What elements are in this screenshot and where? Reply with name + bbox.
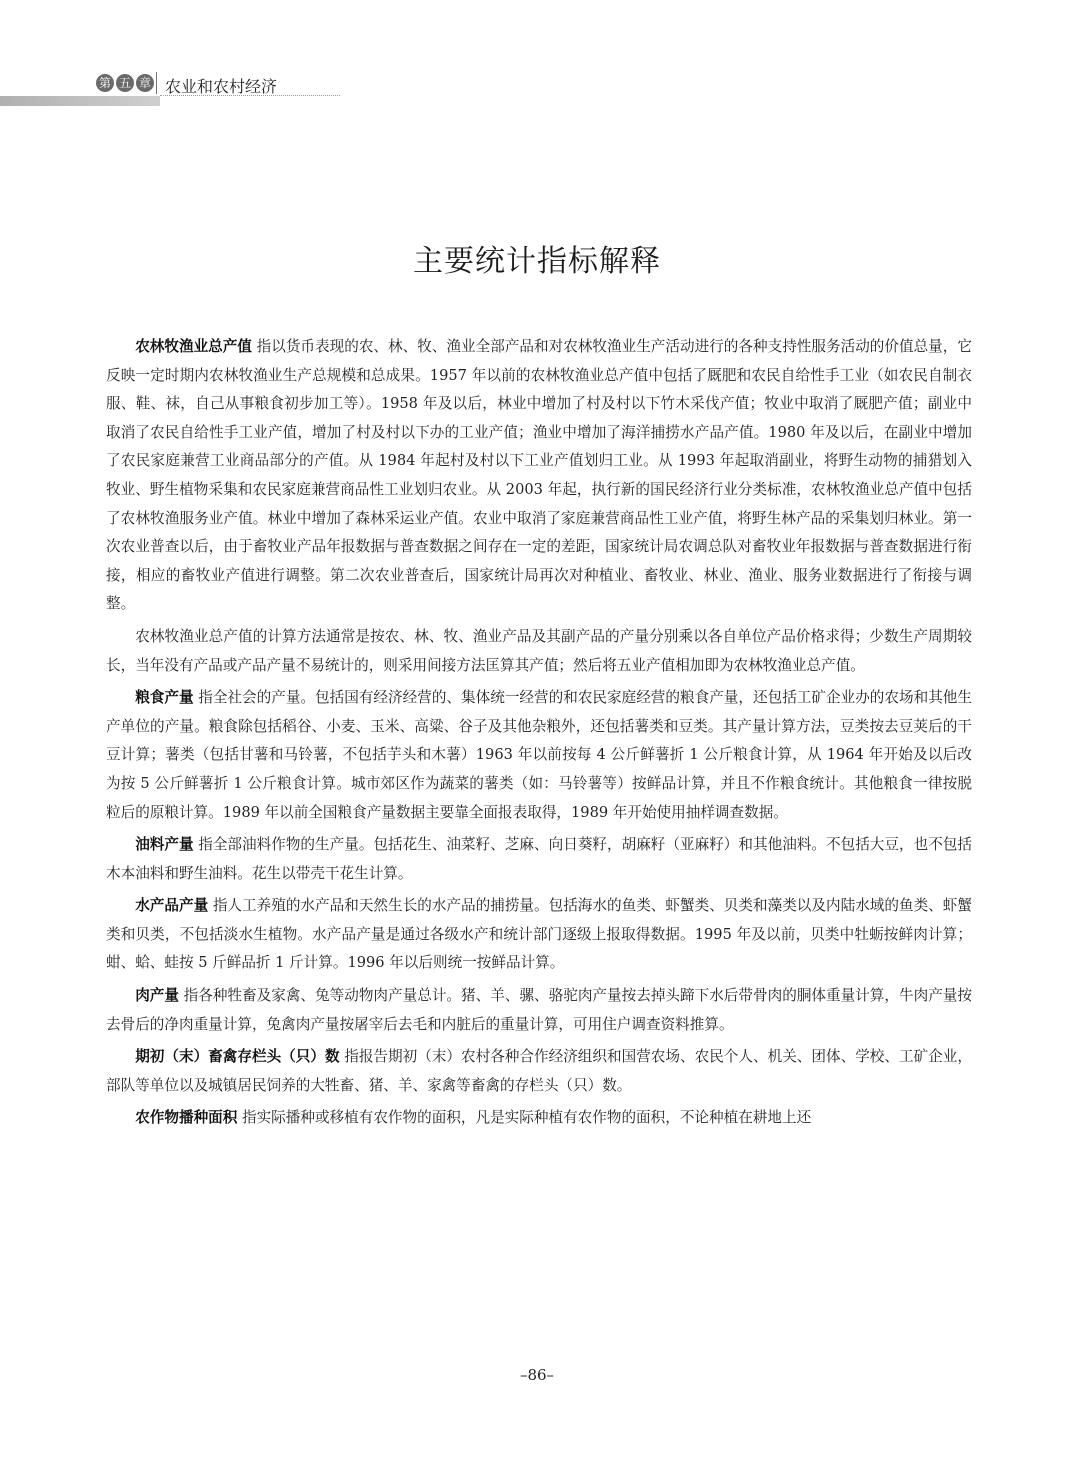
definition: 指全社会的产量。包括国有经济经营的、集体统一经营的和农民家庭经营的粮食产量，还包括工矿企业办的农场和其他生产单位的产量。粮食除包括稻谷、小麦、玉米、高粱、谷子及其他杂粮外，还包括薯类和豆类。其产量计算方法，豆类按去豆荚后的干豆计算；薯类（包括甘薯和马铃薯，不包括芋头和木薯）1963 年以前按每 4 公斤鲜薯折 1 公斤粮食计算，从 1964 年开始及以后改为按 5 公斤鲜薯折 1 公斤粮食计算。城市郊区作为蔬菜的薯类（如：马铃薯等）按鲜品计算，并且不作粮食统计。其他粮食一律按脱粒后的原粮计算。1989 年以前全国粮食产量数据主要靠全面报表取得，1989 年开始使用抽样调查数据。 — [106, 689, 972, 821]
definition: 指以货币表现的农、林、牧、渔业全部产品和对农林牧渔业生产活动进行的各种支持性服务活动的价值总量，它反映一定时期内农林牧渔业生产总规模和总成果。1957 年以前的农林牧渔业总产值中包括了厩肥和农民自给性手工业（如农民自制衣服、鞋、袜，自己从事粮食初步加工等）。1958 年及以后，林业中增加了村及村以下竹木采伐产值；牧业中取消了厩肥产值；副业中取消了农民自给性手工业产值，增加了村及村以下办的工业产值；渔业中增加了海洋捕捞水产品产值。1980 年及以后，在副业中增加了农民家庭兼营工业商品部分的产值。从 1984 年起村及村以下工业产值划归工业。从 1993 年起取消副业，将野生动物的捕猎划入牧业、野生植物采集和农民家庭兼营商品性工业划归农业。从 2003 年起，执行新的国民经济行业分类标准，农林牧渔业总产值中包括了农林牧渔服务业产值。林业中增加了森林采运业产值。农业中取消了家庭兼营商品性工业产值，将野生林产品的采集划归林业。第一次农业普查以后，由于畜牧业产品年报数据与普查数据之间存在一定的差距，国家统计局农调总队对畜牧业年报数据与普查数据进行衔接，相应的畜牧业产值进行调整。第二次农业普查后，国家统计局再次对种植业、畜牧业、林业、渔业、服务业数据进行了衔接与调整。 — [106, 338, 972, 613]
definition: 指人工养殖的水产品和天然生长的水产品的捕捞量。包括海水的鱼类、虾蟹类、贝类和藻类以及内陆水域的鱼类、虾蟹类和贝类，不包括淡水生植物。水产品产量是通过各级水产和统计部门逐级上报取得数据。1995 年及以前，贝类中牡蛎按鲜肉计算；蚶、蛤、蛙按 5 斤鲜品折 1 斤计算。1996 年以后则统一按鲜品计算。 — [106, 897, 972, 972]
term: 农林牧渔业总产值 — [135, 338, 252, 355]
definition: 指各种牲畜及家禽、兔等动物肉产量总计。猪、羊、骡、骆驼肉产量按去掉头蹄下水后带骨肉的胴体重量计算，牛肉产量按去骨后的净肉重量计算，兔禽肉产量按屠宰后去毛和内脏后的重量计算，可用住户调查资料推算。 — [106, 987, 972, 1033]
paragraph — [106, 831, 972, 888]
term: 农作物播种面积 — [135, 1109, 238, 1127]
paragraph — [106, 1104, 972, 1133]
definition: 指报告期初（末）农村各种合作经济组织和国营农场、农民个人、机关、团体、学校、工矿企业，部队等单位以及城镇居民饲养的大牲畜、猪、羊、家禽等畜禽的存栏头（只）数。 — [106, 1048, 972, 1094]
page-number: –86– — [519, 1366, 555, 1384]
paragraph — [106, 892, 972, 978]
running-header — [0, 68, 340, 108]
definition: 指全部油料作物的生产量。包括花生、油菜籽、芝麻、向日葵籽，胡麻籽（亚麻籽）和其他油料。不包括大豆，也不包括木本油料和野生油料。花生以带壳干花生计算。 — [106, 836, 972, 882]
chapter-char: 五 — [116, 74, 134, 92]
term: 粮食产量 — [135, 689, 194, 707]
paragraph — [106, 333, 972, 619]
chapter-title: 农业和农村经济 — [165, 77, 278, 96]
definition: 指实际播种或移植有农作物的面积，凡是实际种植有农作物的面积，不论种植在耕地上还 — [237, 1109, 812, 1127]
chapter-char: 章 — [136, 74, 154, 92]
paragraph — [106, 1043, 972, 1100]
body-text — [106, 333, 972, 1137]
term: 期初（末）畜禽存栏头（只）数 — [135, 1048, 340, 1066]
chapter-label — [96, 74, 154, 92]
header-separator — [156, 72, 157, 94]
paragraph — [106, 684, 972, 827]
paragraph — [106, 623, 972, 680]
term: 肉产量 — [135, 987, 179, 1005]
header-bar — [0, 96, 160, 106]
term: 水产品产量 — [135, 897, 209, 915]
chapter-char: 第 — [96, 74, 114, 92]
paragraph — [106, 982, 972, 1039]
definition: 农林牧渔业总产值的计算方法通常是按农、林、牧、渔业产品及其副产品的产量分别乘以各自单位产品价格求得；少数生产周期较长，当年没有产品或产品产量不易统计的，则采用间接方法匡算其产值；然后将五业产值相加即为农林牧渔业总产值。 — [106, 627, 972, 674]
term: 油料产量 — [135, 836, 194, 854]
page-title: 主要统计指标解释 — [413, 244, 661, 279]
